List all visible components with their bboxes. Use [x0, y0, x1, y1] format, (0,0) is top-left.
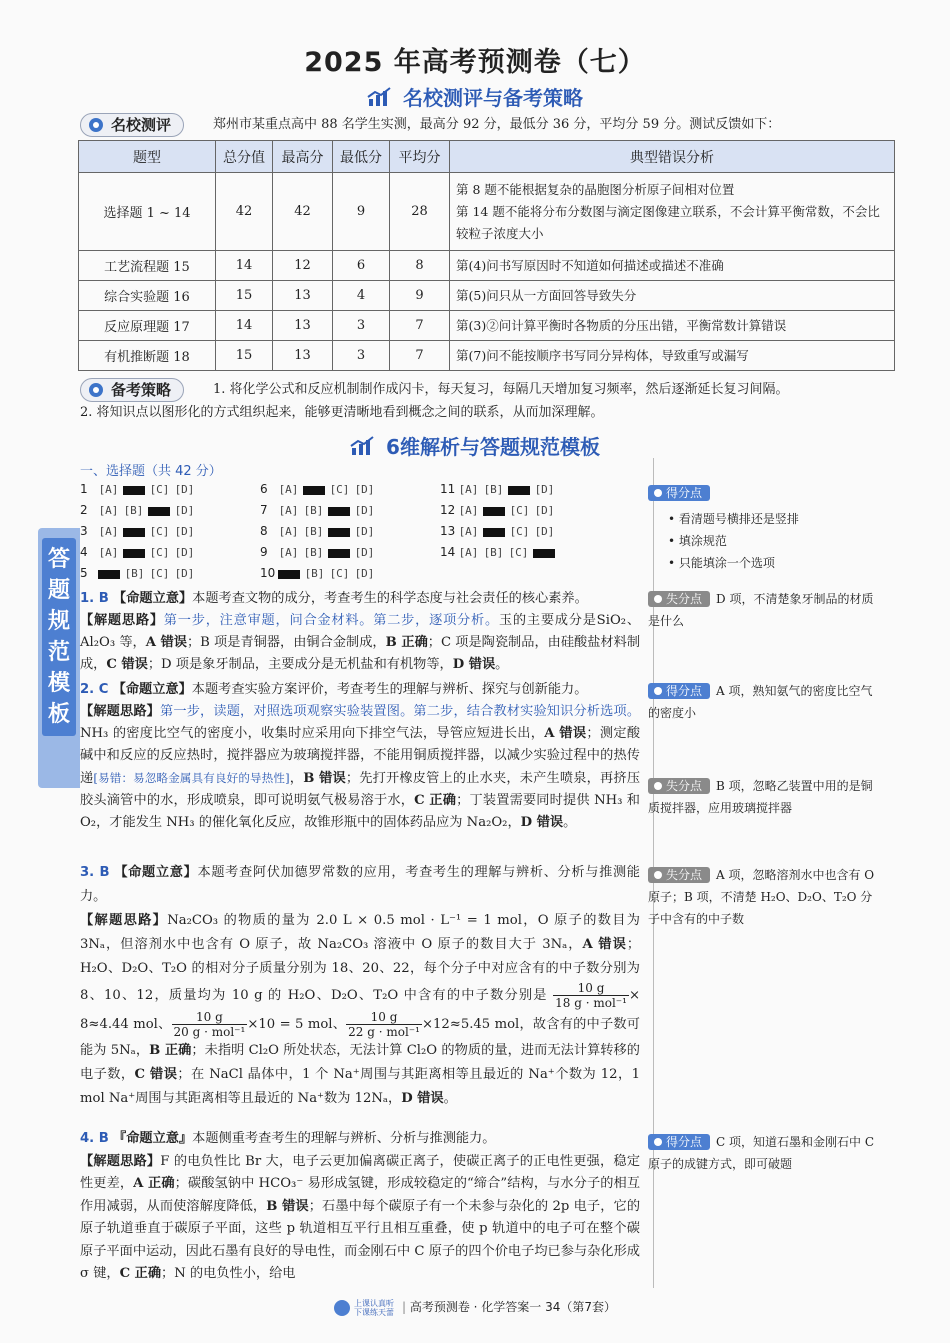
answer-bubble: [A]: [458, 504, 479, 517]
answer-item: [80, 503, 197, 517]
answer-bubble: [C]: [149, 567, 170, 580]
table-row: [79, 251, 895, 281]
error-line: 第 14 题不能将分布分数图与滴定图像建立联系，不会计算平衡常数，不会比较粒子浓度大小: [456, 203, 880, 241]
answer-bubble: [B]: [303, 546, 324, 559]
cell-avg: 7: [390, 311, 450, 341]
answer-bubble: [D]: [534, 483, 555, 496]
publisher-logo-icon: [334, 1300, 350, 1316]
answer-bubble: [C]: [509, 525, 530, 538]
answer-item: [260, 545, 377, 559]
answer-bubble: [B]: [304, 567, 325, 580]
answer-item: [260, 482, 377, 496]
filled-bubble: [278, 570, 300, 579]
cell-min: 6: [333, 251, 390, 281]
answer-number: 9: [260, 545, 268, 559]
section-subtitle-eval: [0, 82, 950, 112]
answer-bubble: [B]: [303, 525, 324, 538]
answer-bubble: [D]: [174, 483, 195, 496]
cell-min: 3: [333, 341, 390, 371]
answer-bubble: [A]: [98, 525, 119, 538]
filled-bubble: [483, 507, 505, 516]
question-idea: 本题考查实验方案评价，考查考生的理解与辨析、探究与创新能力。: [191, 682, 588, 697]
filled-bubble: [98, 570, 120, 579]
page-title: 2025 年高考预测卷（七）: [304, 47, 646, 78]
score-table: [78, 140, 895, 371]
cell-max: 12: [273, 251, 333, 281]
question-3: 3. B 【命题立意】本题考查阿伏加德罗常数的应用，考查考生的理解与辨析、分析与推测能力。 【解题思路】Na₂CO₃ 的物质的量为 2.0 L × 0.5 mol · L⁻¹ = 1 mol，O 原子的数目为 3Nₐ，但溶剂水中也含有 O 原子，故 Na₂CO₃ 溶液中 O 原子的数目大于 3Nₐ，A 错误；H₂O、D₂O、T₂O 的相对分子质量分别为 18、20、22，每个分子中对应含有的中子数分别为 8、10、12，质量均为 10 g 的 H₂O、D₂O、T₂O 中含有的中子数分别是 $\frac{10 g}{\text{18 g · mol⁻¹}}$ × 8≈4.44 mol、 $\frac{10 g}{\text{20 g · mol⁻¹}}$ ×10 = 5 mol、 $\frac{10 g}{\text{22 g · mol⁻¹}}$ ×12≈5.45 mol，故含有的中子数可能为 5Nₐ，B 正确；未指明 Cl₂O 所处状态，无法计算 Cl₂O 的物质的量，进而无法计算转移的电子数，C 错误；在 NaCl 晶体中，1 个 Na⁺周围与其距离相等且最近的 Na⁺个数为 12，1 mol Na⁺周围与其距离相等且最近的 Na⁺数为 12Nₐ，D 错误。: [80, 865, 641, 1106]
answer-item: [260, 566, 377, 580]
filled-bubble: [148, 507, 170, 516]
answer-item: [260, 524, 377, 538]
strategy-tag: [80, 378, 184, 402]
answer-bubble: [C]: [329, 483, 350, 496]
answer-bubble: [A]: [278, 504, 299, 517]
gain-badge: 得分点: [648, 1134, 710, 1150]
answer-bubble: [A]: [98, 504, 119, 517]
gain-badge: 得分点: [648, 485, 710, 501]
cell-total: 14: [216, 311, 273, 341]
answer-bubble: [D]: [354, 504, 375, 517]
table-row: [79, 341, 895, 371]
answer-number: 12: [440, 503, 456, 517]
answer-number: 5: [80, 566, 88, 580]
cell-avg: 7: [390, 341, 450, 371]
cell-avg: 28: [390, 173, 450, 251]
score-tips: [648, 482, 878, 574]
answer-bubble: [D]: [534, 525, 555, 538]
eval-tag-label: 名校测评: [111, 116, 172, 134]
answer-number: 7: [260, 503, 268, 517]
answer-item: [440, 482, 557, 496]
q2-lose-note: 失分点 B 项，忽略乙装置中用的是铜质搅拌器，应用玻璃搅拌器: [648, 779, 873, 815]
tag-dot-icon: [89, 118, 103, 132]
answer-item: [80, 482, 197, 496]
cell-errors: 第(7)问不能按顺序书写同分异构体，导致重写或漏写: [450, 341, 895, 371]
tip-item: • 看清题号横排还是竖排: [668, 512, 799, 526]
sidebar-label: 答题规范模板: [42, 538, 76, 736]
tip-item: • 填涂规范: [668, 534, 727, 548]
answer-bubble: [A]: [98, 483, 119, 496]
filled-bubble: [123, 486, 145, 495]
question-number: 2. C: [80, 682, 109, 697]
question-idea: 本题侧重考查考生的理解与辨析、分析与推测能力。: [192, 1131, 496, 1146]
answer-bubble: [D]: [354, 546, 375, 559]
answer-bubble: [A]: [458, 483, 479, 496]
header-avg: 平均分: [390, 141, 450, 173]
chart-icon: [367, 87, 393, 112]
header-errors: 典型错误分析: [450, 141, 895, 173]
fraction: $\frac{10 g}{\text{22 g · mol⁻¹}}$: [348, 1010, 420, 1039]
answer-item: [440, 524, 557, 538]
answer-number: 10: [260, 566, 276, 580]
answer-number: 8: [260, 524, 268, 538]
cell-total: 15: [216, 341, 273, 371]
question-idea: 本题考查阿伏加德罗常数的应用，考查考生的理解与辨析、分析与推测能力。: [80, 865, 640, 904]
cell-errors: 第(4)问书写原因时不知道如何描述或描述不准确: [450, 251, 895, 281]
answer-bubble: [B]: [123, 504, 144, 517]
question-number: 3. B: [80, 865, 110, 880]
answer-bubble: [C]: [149, 546, 170, 559]
answer-bubble: [C]: [149, 525, 170, 538]
filled-bubble: [533, 549, 555, 558]
answer-bubble: [A]: [278, 483, 299, 496]
cell-total: 15: [216, 281, 273, 311]
answer-bubble: [A]: [278, 525, 299, 538]
answer-bubble: [C]: [329, 567, 350, 580]
answer-number: 11: [440, 482, 456, 496]
cell-type: 反应原理题 17: [79, 311, 216, 341]
q3-lose-note: 失分点 A 项，忽略溶剂水中也含有 O 原子；B 项，不清楚 H₂O、D₂O、T₂O 分子中含有的中子数: [648, 868, 875, 926]
cell-errors: [450, 173, 895, 251]
cell-type: 有机推断题 18: [79, 341, 216, 371]
answer-bubble: [D]: [174, 567, 195, 580]
answer-item: [440, 503, 557, 517]
answer-bubble: [B]: [124, 567, 145, 580]
header-min: 最低分: [333, 141, 390, 173]
question-idea: 本题考查文物的成分，考查考生的科学态度与社会责任的核心素养。: [192, 591, 588, 606]
filled-bubble: [123, 549, 145, 558]
strategy-tag-label: 备考策略: [111, 381, 172, 399]
lose-badge: 失分点: [648, 778, 710, 794]
answer-bubble: [D]: [174, 546, 195, 559]
cell-total: 14: [216, 251, 273, 281]
answer-item: [80, 566, 197, 580]
cell-errors: 第(3)②问计算平衡时各物质的分压出错，平衡常数计算错误: [450, 311, 895, 341]
table-header-row: [79, 141, 895, 173]
question-number: 4. B: [80, 1131, 109, 1146]
lose-badge: 失分点: [648, 591, 710, 607]
cell-max: 42: [273, 173, 333, 251]
error-line: 第 8 题不能根据复杂的晶胞图分析原子间相对位置: [456, 181, 735, 197]
answer-bubble: [D]: [354, 483, 375, 496]
lose-badge: 失分点: [648, 867, 710, 883]
filled-bubble: [303, 486, 325, 495]
cell-total: 42: [216, 173, 273, 251]
answer-bubble: [C]: [149, 483, 170, 496]
cell-max: 13: [273, 281, 333, 311]
header-max: 最高分: [273, 141, 333, 173]
question-number: 1. B: [80, 591, 109, 606]
filled-bubble: [328, 549, 350, 558]
chart-icon: [350, 436, 376, 461]
tip-item: • 只能填涂一个选项: [668, 556, 775, 570]
table-row: [79, 173, 895, 251]
answer-bubble: [D]: [534, 504, 555, 517]
answer-number: 2: [80, 503, 88, 517]
cell-type: 工艺流程题 15: [79, 251, 216, 281]
answer-number: 13: [440, 524, 456, 538]
tag-dot-icon: [89, 383, 103, 397]
answer-bubble: [D]: [174, 525, 195, 538]
page-footer: 上课认真听 下课练天蕾 | 高考预测卷 · 化学答案一 34（第7套）: [0, 1298, 950, 1317]
q2-gain-note: 得分点 A 项，熟知氨气的密度比空气的密度小: [648, 684, 873, 720]
filled-bubble: [483, 528, 505, 537]
fraction: $\frac{10 g}{\text{18 g · mol⁻¹}}$: [555, 981, 627, 1010]
cell-avg: 9: [390, 281, 450, 311]
filled-bubble: [123, 528, 145, 537]
strategy-line-2: 2. 将知识点以图形化的方式组织起来，能够更清晰地看到概念之间的联系，从而加深理解。: [80, 405, 604, 420]
sidebar-tab: [38, 528, 80, 788]
table-row: [79, 281, 895, 311]
answer-item: [80, 545, 197, 559]
answer-number: 1: [80, 482, 88, 496]
answer-bubble: [B]: [483, 546, 504, 559]
answer-bubble: [B]: [303, 504, 324, 517]
answer-item: [440, 545, 557, 559]
cell-type: 选择题 1 ~ 14: [79, 173, 216, 251]
section-subtitle-analysis: [0, 431, 950, 461]
footer-text: 高考预测卷 · 化学答案一 34（第7套）: [409, 1300, 617, 1314]
answer-bubble: [A]: [278, 546, 299, 559]
fraction: $\frac{10 g}{\text{20 g · mol⁻¹}}$: [173, 1010, 246, 1039]
answer-bubble: [A]: [458, 546, 479, 559]
subtitle-text: 名校测评与备考策略: [403, 86, 583, 110]
answer-number: 4: [80, 545, 88, 559]
answer-bubble: [A]: [458, 525, 479, 538]
cell-min: 3: [333, 311, 390, 341]
cell-min: 4: [333, 281, 390, 311]
answer-bubble: [D]: [354, 567, 375, 580]
table-row: [79, 311, 895, 341]
section-heading: 一、选择题（共 42 分）: [80, 464, 222, 479]
filled-bubble: [328, 507, 350, 516]
gain-badge: 得分点: [648, 683, 710, 699]
filled-bubble: [508, 486, 530, 495]
answer-item: [80, 524, 197, 538]
question-1: 1. B 【命题立意】本题考查文物的成分，考查考生的科学态度与社会责任的核心素养。 【解题思路】第一步，注意审题，问合金材料。第二步，逐项分析。玉的主要成分是SiO₂、Al₂O₃ 等，A 错误；B 项是青铜器，由铜合金制成，B 正确；C 项是陶瓷制品，由硅酸盐材料制成，C 错误；D 项是象牙制品，主要成分是无机盐和有机物等，D 错误。: [80, 591, 641, 672]
answer-bubble: [C]: [508, 546, 529, 559]
answer-bubble: [D]: [174, 504, 195, 517]
answer-bubble: [C]: [509, 504, 530, 517]
logo-text: 上课认真听 下课练天蕾: [353, 1298, 394, 1317]
cell-min: 9: [333, 173, 390, 251]
question-4: 4. B 『命题立意』本题侧重考查考生的理解与辨析、分析与推测能力。 【解题思路】F 的电负性比 Br 大，电子云更加偏离碳正离子，使碳正离子的正电性更强，稳定性更差，A 正确；碳酸氢钠中 HCO₃⁻ 易形成氢键，形成较稳定的“缔合”结构，与水分子的相互作用减弱，从而使溶解度降低，B 错误；石墨中每个碳原子有一个未参与杂化的 2p 电子，它的原子轨道垂直于碳原子平面，这些 p 轨道相互平行且相互重叠，使 p 轨道中的电子可在整个碳原子平面中运动，因此石墨有良好的导电性，而金刚石中 C 原子的四个价电子均已参与杂化形成 σ 键，C 正确；N 的电负性小，给电: [80, 1131, 641, 1281]
cell-max: 13: [273, 311, 333, 341]
q1-lose-note: 失分点 D 项，不清楚象牙制品的材质是什么: [648, 592, 874, 628]
header-type: 题型: [79, 141, 216, 173]
cell-max: 13: [273, 341, 333, 371]
answer-number: 14: [440, 545, 456, 559]
cell-avg: 8: [390, 251, 450, 281]
strategy-line-1: 1. 将化学公式和反应机制制作成闪卡，每天复习，每隔几天增加复习频率，然后逐渐延长复习间隔。: [213, 382, 789, 397]
answer-item: [260, 503, 377, 517]
answer-number: 6: [260, 482, 268, 496]
answer-bubble: [D]: [354, 525, 375, 538]
subtitle-text: 6维解析与答题规范模板: [386, 435, 600, 459]
header-total: 总分值: [216, 141, 273, 173]
question-2: 2. C 【命题立意】本题考查实验方案评价，考查考生的理解与辨析、探究与创新能力。 【解题思路】第一步，读题，对照选项观察实验装置图。第二步，结合教材实验知识分析选项。NH₃ 的密度比空气的密度小，收集时应采用向下排空气法，导管应短进长出，A 错误；测定酸碱中和反应的反应热时，搅拌器应为玻璃搅拌器，不能用铜质搅拌器，以减少实验过程中的热传递[易错：易忽略金属具有良好的导热性]，B 错误；先打开橡皮管上的止水夹，未产生喷泉，再挤压胶头滴管中的水，形成喷泉，即可说明氨气极易溶于水，C 正确；丁装置需要同时提供 NH₃ 和 O₂，才能发生 NH₃ 的催化氧化反应，故锥形瓶中的固体药品应为 Na₂O₂，D 错误。: [80, 682, 641, 830]
eval-tag: [80, 113, 184, 137]
answer-bubble: [B]: [483, 483, 504, 496]
cell-errors: 第(5)问只从一方面回答导致失分: [450, 281, 895, 311]
eval-intro: 郑州市某重点高中 88 名学生实测，最高分 92 分，最低分 36 分，平均分 59 分。测试反馈如下：: [213, 117, 781, 132]
cell-type: 综合实验题 16: [79, 281, 216, 311]
answer-number: 3: [80, 524, 88, 538]
filled-bubble: [328, 528, 350, 537]
answer-bubble: [A]: [98, 546, 119, 559]
q4-gain-note: 得分点 C 项，知道石墨和金刚石中 C 原子的成键方式，即可破题: [648, 1135, 875, 1171]
